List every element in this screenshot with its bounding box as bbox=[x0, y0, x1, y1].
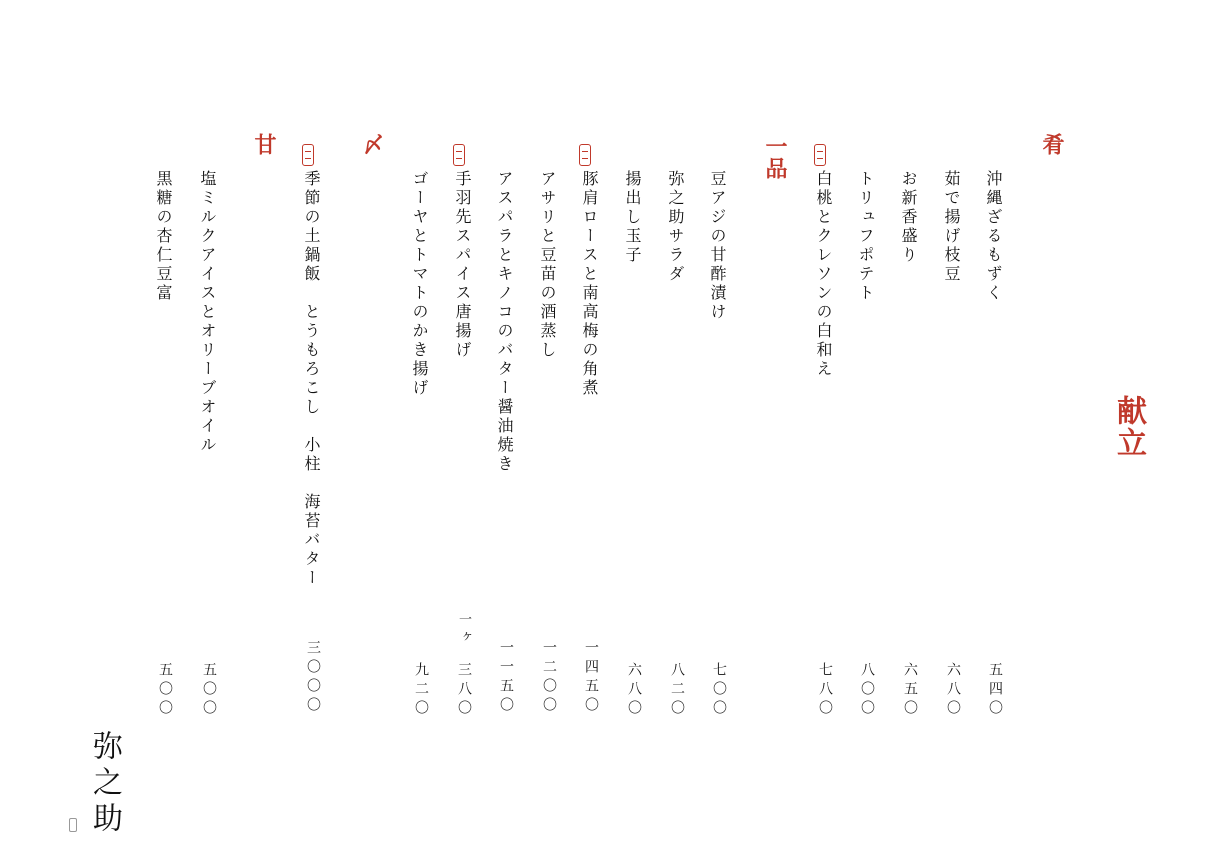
section-amai: 甘 bbox=[251, 133, 277, 155]
brand-logo: 弥之助 bbox=[87, 730, 122, 838]
recommended-seal-icon bbox=[814, 144, 826, 166]
menu-price: 六八〇 bbox=[626, 662, 642, 719]
menu-price: 五四〇 bbox=[987, 662, 1003, 719]
menu-price: 八二〇 bbox=[669, 662, 685, 719]
menu-item: 豚肩ロースと南高梅の角煮 bbox=[580, 170, 599, 398]
menu-item: トリュフポテト bbox=[856, 170, 875, 303]
menu-price: 七八〇 bbox=[817, 662, 833, 719]
menu-price: 一四五〇 bbox=[583, 640, 599, 716]
menu-item: 黒糖の杏仁豆富 bbox=[154, 170, 173, 303]
recommended-seal-icon bbox=[579, 144, 591, 166]
menu-price: 一一五〇 bbox=[498, 640, 514, 716]
menu-item: 塩ミルクアイスとオリーブオイル bbox=[198, 170, 217, 455]
section-shime: 〆 bbox=[359, 133, 385, 155]
menu-item: ゴーヤとトマトのかき揚げ bbox=[410, 170, 429, 398]
menu-item: 茹で揚げ枝豆 bbox=[942, 170, 961, 284]
menu-title: 献立 bbox=[1111, 395, 1146, 459]
menu-price: 三〇〇〇 bbox=[305, 640, 321, 716]
menu-price: 八〇〇 bbox=[859, 662, 875, 719]
menu-item: 弥之助サラダ bbox=[666, 170, 685, 284]
menu-price: 九二〇 bbox=[413, 662, 429, 719]
menu-price: 一二〇〇 bbox=[541, 640, 557, 716]
section-ippin: 一品 bbox=[762, 135, 788, 179]
menu-price: 五〇〇 bbox=[157, 662, 173, 719]
menu-price: 五〇〇 bbox=[201, 662, 217, 719]
menu-item: アスパラとキノコのバター醤油焼き bbox=[495, 170, 514, 474]
menu-item: 沖縄ざるもずく bbox=[984, 170, 1003, 303]
menu-item: お新香盛り bbox=[899, 170, 918, 265]
menu-price: 六八〇 bbox=[945, 662, 961, 719]
brand-seal-icon bbox=[69, 818, 77, 832]
menu-item: 手羽先スパイス唐揚げ bbox=[453, 170, 472, 360]
menu-item: アサリと豆苗の酒蒸し bbox=[538, 170, 557, 360]
menu-item: 揚出し玉子 bbox=[623, 170, 642, 265]
menu-price: 七〇〇 bbox=[711, 662, 727, 719]
section-sakana: 肴 bbox=[1039, 133, 1065, 155]
menu-price: 三八〇 bbox=[456, 662, 472, 719]
menu-item: 白桃とクレソンの白和え bbox=[814, 170, 833, 379]
recommended-seal-icon bbox=[453, 144, 465, 166]
recommended-seal-icon bbox=[302, 144, 314, 166]
menu-item: 季節の土鍋飯 とうもろこし 小柱 海苔バター bbox=[302, 170, 321, 588]
menu-price: 六五〇 bbox=[902, 662, 918, 719]
menu-price-unit: 一ヶ bbox=[456, 612, 471, 648]
menu-item: 豆アジの甘酢漬け bbox=[708, 170, 727, 322]
